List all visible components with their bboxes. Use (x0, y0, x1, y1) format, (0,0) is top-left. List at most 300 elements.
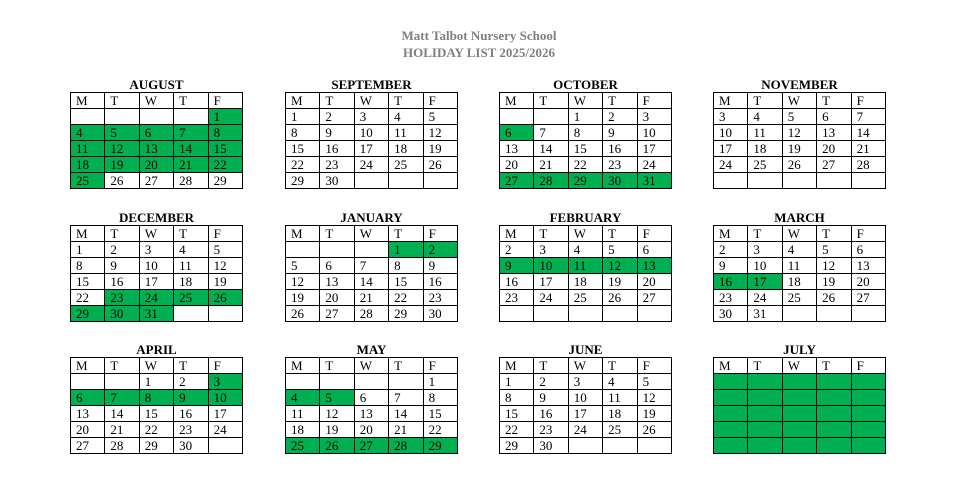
holiday-day-cell: 15 (208, 141, 242, 157)
day-cell: 25 (603, 422, 637, 438)
day-cell: 22 (500, 422, 534, 438)
weekday-header: T (748, 226, 782, 242)
day-cell: 3 (568, 374, 602, 390)
weekday-header-row (71, 93, 243, 109)
weekday-header: T (748, 93, 782, 109)
weekday-header: T (534, 226, 568, 242)
holiday-day-cell (782, 390, 816, 406)
day-cell: 25 (748, 157, 782, 173)
holiday-day-cell: 10 (208, 390, 242, 406)
day-cell: 13 (354, 406, 388, 422)
day-cell: 23 (423, 290, 457, 306)
week-row (714, 109, 886, 125)
month-july (713, 343, 886, 454)
holiday-day-cell: 22 (208, 157, 242, 173)
day-cell (568, 438, 602, 454)
day-cell: 19 (603, 274, 637, 290)
day-cell: 26 (286, 306, 320, 322)
month-name: JUNE (568, 342, 603, 357)
week-row (714, 390, 886, 406)
weekday-header-row (286, 226, 458, 242)
day-cell: 5 (603, 242, 637, 258)
holiday-day-cell (714, 422, 748, 438)
day-cell: 26 (637, 422, 671, 438)
weekday-header: T (105, 93, 139, 109)
day-cell: 30 (320, 173, 354, 189)
day-cell: 26 (817, 290, 851, 306)
week-row (500, 157, 672, 173)
day-cell: 24 (748, 290, 782, 306)
week-row (71, 274, 243, 290)
weekday-header-row (500, 93, 672, 109)
week-row (500, 173, 672, 189)
day-cell: 12 (637, 390, 671, 406)
weekday-header: M (71, 226, 105, 242)
day-cell (817, 173, 851, 189)
holiday-day-cell (748, 406, 782, 422)
day-cell: 2 (534, 374, 568, 390)
week-row (71, 390, 243, 406)
day-cell: 20 (320, 290, 354, 306)
holiday-day-cell (817, 390, 851, 406)
week-row (286, 422, 458, 438)
day-cell (139, 109, 173, 125)
day-cell: 23 (320, 157, 354, 173)
holiday-day-cell (714, 406, 748, 422)
weekday-header: T (817, 226, 851, 242)
month-table (713, 357, 886, 454)
day-cell (389, 173, 423, 189)
day-cell: 17 (568, 406, 602, 422)
month-table (70, 225, 243, 322)
month-september (285, 78, 458, 189)
holiday-day-cell: 25 (174, 290, 208, 306)
week-row (71, 290, 243, 306)
weekday-header: W (782, 93, 816, 109)
weekday-header: M (500, 226, 534, 242)
day-cell: 15 (71, 274, 105, 290)
day-cell: 23 (534, 422, 568, 438)
weekday-header: T (748, 358, 782, 374)
week-row (286, 125, 458, 141)
day-cell: 13 (851, 258, 885, 274)
day-cell: 5 (637, 374, 671, 390)
holiday-day-cell: 13 (139, 141, 173, 157)
month-october (499, 78, 672, 189)
weekday-header: F (851, 93, 885, 109)
weekday-header-row (500, 226, 672, 242)
holiday-day-cell: 29 (568, 173, 602, 189)
day-cell: 31 (748, 306, 782, 322)
weekday-header: W (782, 226, 816, 242)
holiday-day-cell: 30 (105, 306, 139, 322)
day-cell: 25 (782, 290, 816, 306)
day-cell: 27 (139, 173, 173, 189)
week-row (500, 422, 672, 438)
day-cell (208, 438, 242, 454)
holiday-day-cell: 9 (174, 390, 208, 406)
week-row (714, 374, 886, 390)
holiday-day-cell (782, 438, 816, 454)
day-cell: 8 (423, 390, 457, 406)
day-cell (174, 109, 208, 125)
holiday-day-cell: 5 (320, 390, 354, 406)
holiday-day-cell: 8 (139, 390, 173, 406)
day-cell: 11 (603, 390, 637, 406)
week-row (71, 173, 243, 189)
day-cell (637, 438, 671, 454)
day-cell: 27 (637, 290, 671, 306)
day-cell: 10 (714, 125, 748, 141)
day-cell (286, 242, 320, 258)
day-cell: 19 (423, 141, 457, 157)
day-cell: 21 (851, 141, 885, 157)
weekday-header: T (817, 93, 851, 109)
week-row (500, 306, 672, 322)
weekday-header: T (105, 358, 139, 374)
day-cell (105, 374, 139, 390)
holiday-day-cell (714, 374, 748, 390)
day-cell (208, 306, 242, 322)
week-row (714, 406, 886, 422)
day-cell: 18 (174, 274, 208, 290)
weekday-header: W (354, 93, 388, 109)
day-cell (500, 109, 534, 125)
holiday-day-cell (851, 422, 885, 438)
holiday-day-cell: 29 (423, 438, 457, 454)
weekday-header: M (500, 93, 534, 109)
week-row (71, 157, 243, 173)
holiday-day-cell: 10 (534, 258, 568, 274)
day-cell: 30 (174, 438, 208, 454)
day-cell (782, 306, 816, 322)
day-cell: 24 (568, 422, 602, 438)
day-cell: 15 (500, 406, 534, 422)
weekday-header: T (817, 358, 851, 374)
weekday-header: M (286, 358, 320, 374)
day-cell (174, 306, 208, 322)
weekday-header-row (714, 93, 886, 109)
month-april (70, 343, 243, 454)
day-cell: 3 (714, 109, 748, 125)
month-name: MAY (356, 342, 387, 357)
day-cell: 20 (817, 141, 851, 157)
holiday-day-cell: 23 (105, 290, 139, 306)
day-cell: 19 (817, 274, 851, 290)
weekday-header: M (714, 93, 748, 109)
weekday-header: F (637, 226, 671, 242)
day-cell: 15 (139, 406, 173, 422)
day-cell: 11 (174, 258, 208, 274)
day-cell: 8 (71, 258, 105, 274)
weekday-header-row (71, 358, 243, 374)
weekday-header: T (534, 93, 568, 109)
month-december (70, 211, 243, 322)
day-cell: 25 (389, 157, 423, 173)
holiday-day-cell (851, 374, 885, 390)
week-row (71, 242, 243, 258)
day-cell: 21 (354, 290, 388, 306)
day-cell: 6 (354, 390, 388, 406)
day-cell: 20 (71, 422, 105, 438)
day-cell: 17 (354, 141, 388, 157)
day-cell: 12 (817, 258, 851, 274)
week-row (500, 390, 672, 406)
week-row (286, 306, 458, 322)
day-cell: 23 (714, 290, 748, 306)
day-cell: 12 (782, 125, 816, 141)
day-cell: 17 (139, 274, 173, 290)
day-cell: 4 (748, 109, 782, 125)
day-cell: 20 (354, 422, 388, 438)
weekday-header: W (139, 358, 173, 374)
day-cell: 27 (320, 306, 354, 322)
holiday-day-cell (748, 374, 782, 390)
day-cell (71, 374, 105, 390)
month-table (285, 225, 458, 322)
day-cell: 30 (534, 438, 568, 454)
week-row (714, 141, 886, 157)
weekday-header: T (320, 358, 354, 374)
holiday-day-cell: 30 (603, 173, 637, 189)
day-cell: 7 (851, 109, 885, 125)
weekday-header: T (534, 358, 568, 374)
day-cell: 10 (748, 258, 782, 274)
day-cell: 6 (851, 242, 885, 258)
week-row (71, 141, 243, 157)
day-cell: 27 (817, 157, 851, 173)
day-cell: 26 (603, 290, 637, 306)
day-cell: 1 (286, 109, 320, 125)
holiday-day-cell (782, 406, 816, 422)
day-cell: 1 (500, 374, 534, 390)
week-row (500, 125, 672, 141)
day-cell (354, 242, 388, 258)
month-name: AUGUST (129, 77, 184, 92)
week-row (71, 374, 243, 390)
day-cell: 11 (286, 406, 320, 422)
day-cell: 4 (782, 242, 816, 258)
day-cell: 9 (714, 258, 748, 274)
week-row (71, 125, 243, 141)
day-cell: 8 (568, 125, 602, 141)
day-cell: 16 (105, 274, 139, 290)
weekday-header-row (286, 358, 458, 374)
day-cell: 16 (500, 274, 534, 290)
week-row (286, 109, 458, 125)
weekday-header: F (851, 358, 885, 374)
day-cell: 22 (286, 157, 320, 173)
day-cell (320, 242, 354, 258)
holiday-day-cell: 6 (139, 125, 173, 141)
day-cell: 4 (568, 242, 602, 258)
weekday-header: W (139, 93, 173, 109)
weekday-header: F (637, 93, 671, 109)
holiday-day-cell (817, 422, 851, 438)
day-cell: 5 (423, 109, 457, 125)
holiday-day-cell: 13 (637, 258, 671, 274)
day-cell (782, 173, 816, 189)
day-cell (637, 306, 671, 322)
day-cell: 2 (174, 374, 208, 390)
day-cell: 4 (174, 242, 208, 258)
week-row (714, 125, 886, 141)
holiday-day-cell: 3 (208, 374, 242, 390)
week-row (500, 109, 672, 125)
weekday-header: W (568, 358, 602, 374)
week-row (714, 438, 886, 454)
day-cell: 9 (534, 390, 568, 406)
weekday-header: M (714, 226, 748, 242)
day-cell: 26 (105, 173, 139, 189)
week-row (71, 438, 243, 454)
weekday-header: T (174, 358, 208, 374)
week-row (714, 157, 886, 173)
day-cell: 18 (568, 274, 602, 290)
week-row (714, 422, 886, 438)
day-cell: 29 (389, 306, 423, 322)
holiday-day-cell: 11 (71, 141, 105, 157)
month-table (70, 92, 243, 189)
day-cell (851, 306, 885, 322)
holiday-day-cell (851, 438, 885, 454)
day-cell: 3 (748, 242, 782, 258)
day-cell: 8 (500, 390, 534, 406)
holiday-day-cell (748, 390, 782, 406)
holiday-day-cell: 29 (71, 306, 105, 322)
day-cell: 16 (423, 274, 457, 290)
day-cell: 11 (782, 258, 816, 274)
day-cell (354, 374, 388, 390)
weekday-header: T (389, 358, 423, 374)
weekday-header: T (320, 226, 354, 242)
day-cell: 9 (105, 258, 139, 274)
holiday-day-cell: 25 (71, 173, 105, 189)
day-cell: 10 (139, 258, 173, 274)
month-name: JANUARY (340, 210, 403, 225)
day-cell: 24 (534, 290, 568, 306)
day-cell: 12 (320, 406, 354, 422)
week-row (286, 157, 458, 173)
day-cell (851, 173, 885, 189)
day-cell: 29 (286, 173, 320, 189)
day-cell: 26 (782, 157, 816, 173)
day-cell: 20 (500, 157, 534, 173)
weekday-header: F (423, 93, 457, 109)
day-cell: 5 (208, 242, 242, 258)
month-name: FEBRUARY (549, 210, 622, 225)
day-cell (354, 173, 388, 189)
day-cell: 6 (817, 109, 851, 125)
day-cell (568, 306, 602, 322)
month-name: SEPTEMBER (331, 77, 412, 92)
month-name: JULY (783, 342, 816, 357)
month-name: NOVEMBER (761, 77, 838, 92)
day-cell: 25 (568, 290, 602, 306)
weekday-header: M (286, 226, 320, 242)
month-table (70, 357, 243, 454)
holiday-day-cell: 5 (105, 125, 139, 141)
weekday-header: M (71, 358, 105, 374)
day-cell: 17 (208, 406, 242, 422)
weekday-header: W (568, 226, 602, 242)
weekday-header: T (320, 93, 354, 109)
day-cell: 27 (851, 290, 885, 306)
holiday-day-cell: 27 (500, 173, 534, 189)
day-cell: 19 (637, 406, 671, 422)
week-row (71, 406, 243, 422)
day-cell: 22 (423, 422, 457, 438)
holiday-day-cell (748, 422, 782, 438)
month-june (499, 343, 672, 454)
month-name: DECEMBER (118, 210, 195, 225)
day-cell: 19 (782, 141, 816, 157)
day-cell: 14 (389, 406, 423, 422)
weekday-header: W (139, 226, 173, 242)
day-cell: 2 (500, 242, 534, 258)
week-row (286, 141, 458, 157)
day-cell: 3 (534, 242, 568, 258)
holiday-day-cell: 26 (208, 290, 242, 306)
holiday-day-cell: 1 (208, 109, 242, 125)
day-cell: 4 (389, 109, 423, 125)
week-row (714, 290, 886, 306)
day-cell: 18 (782, 274, 816, 290)
day-cell: 23 (603, 157, 637, 173)
day-cell: 3 (354, 109, 388, 125)
holiday-day-cell (748, 438, 782, 454)
weekday-header: F (637, 358, 671, 374)
holiday-day-cell: 9 (500, 258, 534, 274)
day-cell: 18 (389, 141, 423, 157)
weekday-header: M (500, 358, 534, 374)
holiday-day-cell: 17 (748, 274, 782, 290)
holiday-day-cell (851, 390, 885, 406)
weekday-header-row (714, 226, 886, 242)
holiday-day-cell: 19 (105, 157, 139, 173)
holiday-day-cell: 31 (637, 173, 671, 189)
holiday-day-cell (782, 374, 816, 390)
day-cell: 7 (534, 125, 568, 141)
weekday-header: T (389, 226, 423, 242)
day-cell: 14 (105, 406, 139, 422)
weekday-header-row (500, 358, 672, 374)
day-cell: 12 (208, 258, 242, 274)
day-cell: 15 (568, 141, 602, 157)
day-cell: 17 (637, 141, 671, 157)
day-cell: 9 (603, 125, 637, 141)
day-cell: 15 (389, 274, 423, 290)
day-cell: 16 (174, 406, 208, 422)
month-name: APRIL (136, 342, 177, 357)
holiday-day-cell (817, 374, 851, 390)
week-row (286, 258, 458, 274)
day-cell (534, 109, 568, 125)
holiday-day-cell: 12 (603, 258, 637, 274)
day-cell: 22 (568, 157, 602, 173)
holiday-day-cell: 14 (174, 141, 208, 157)
weekday-header-row (286, 93, 458, 109)
weekday-header: F (423, 226, 457, 242)
weekday-header: T (105, 226, 139, 242)
week-row (286, 242, 458, 258)
day-cell: 7 (354, 258, 388, 274)
week-row (286, 390, 458, 406)
week-row (286, 406, 458, 422)
day-cell: 16 (320, 141, 354, 157)
month-august (70, 78, 243, 189)
month-may (285, 343, 458, 454)
